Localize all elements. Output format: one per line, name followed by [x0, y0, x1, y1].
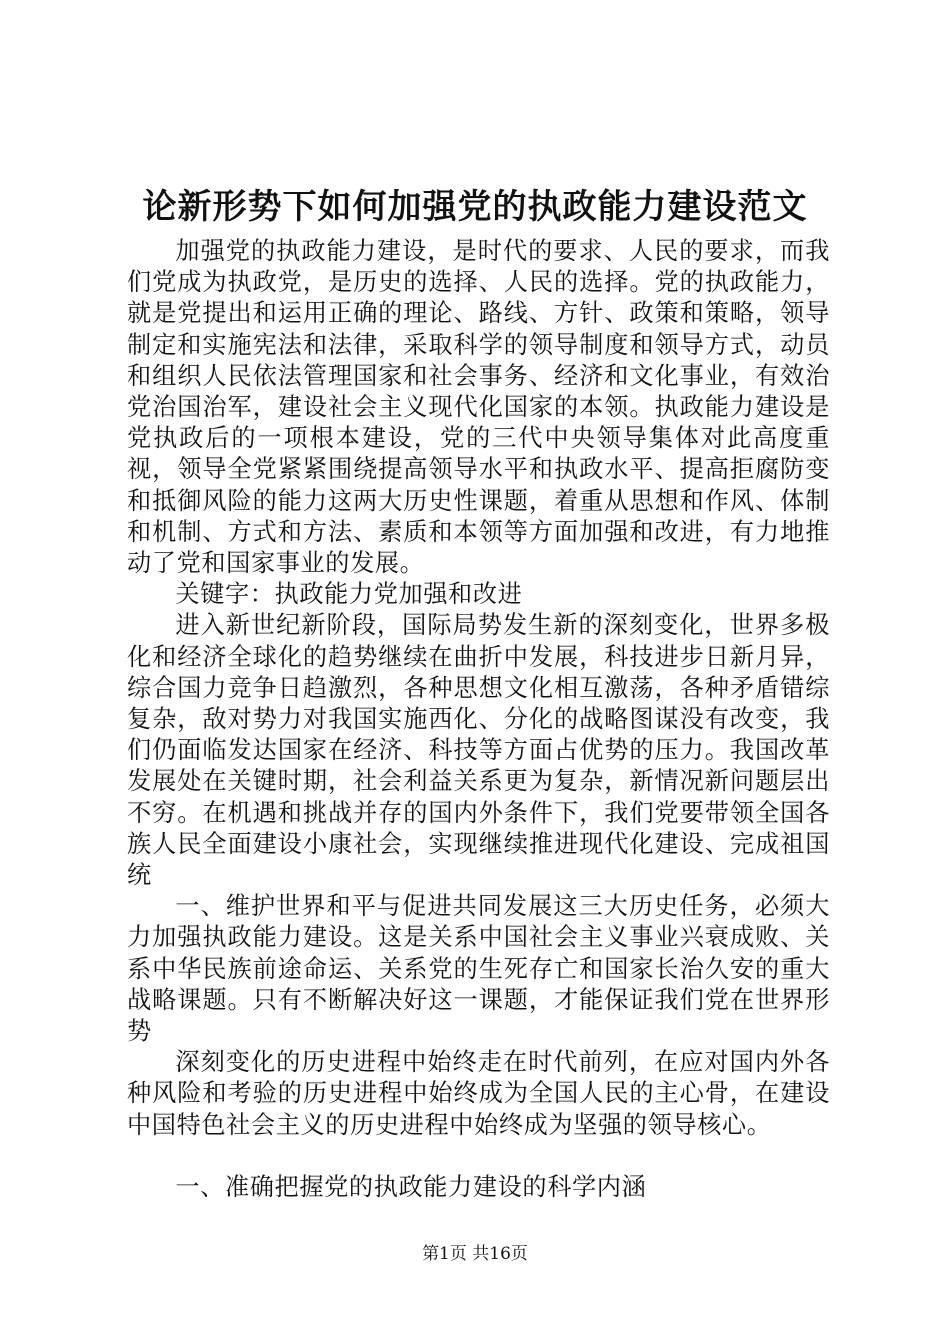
section-heading: 一、准确把握党的执政能力建设的科学内涵 — [175, 1172, 647, 1201]
document-title: 论新形势下如何加强党的执政能力建设范文 — [142, 187, 808, 227]
paragraph-task: 一、维护世界和平与促进共同发展这三大历史任务，必须大力加强执政能力建设。这是关系中国社会主义事业兴衰成败、关系中华民族前途命运、关系党的生死存亡和国家长治久安的重大战略课题。只有不断解决好这一课题，才能保证我们党在世界形势 — [127, 892, 830, 1046]
paragraph-keywords: 关键字：执政能力党加强和改进 — [175, 580, 523, 609]
paragraph-context: 进入新世纪新阶段，国际局势发生新的深刻变化，世界多极化和经济全球化的趋势继续在曲折中发展，科技进步日新月异，综合国力竞争日趋激烈，各种思想文化相互激荡，各种矛盾错综复杂，敌对势力对我国实施西化、分化的战略图谋没有改变，我们仍面临发达国家在经济、科技等方面占优势的压力。我国改革发展处在关键时期，社会利益关系更为复杂，新情况新问题层出不穷。在机遇和挑战并存的国内外条件下，我们党要带领全国各族人民全面建设小康社会，实现继续推进现代化建设、完成祖国统 — [127, 611, 830, 890]
paragraph-history: 深刻变化的历史进程中始终走在时代前列，在应对国内外各种风险和考验的历史进程中始终成为全国人民的主心骨，在建设中国特色社会主义的历史进程中始终成为坚强的领导核心。 — [127, 1048, 830, 1139]
paragraph-intro: 加强党的执政能力建设，是时代的要求、人民的要求，而我们党成为执政党，是历史的选择、人民的选择。党的执政能力，就是党提出和运用正确的理论、路线、方针、政策和策略，领导制定和实施宪法和法律，采取科学的领导制度和领导方式，动员和组织人民依法管理国家和社会事务、经济和文化事业，有效治党治国治军，建设社会主义现代化国家的本领。执政能力建设是党执政后的一项根本建设，党的三代中央领导集体对此高度重视，领导全党紧紧围绕提高领导水平和执政水平、提高拒腐防变和抵御风险的能力这两大历史性课题，着重从思想和作风、体制和机制、方式和方法、素质和本领等方面加强和改进，有力地推动了党和国家事业的发展。 — [127, 237, 830, 578]
document-body — [127, 236, 830, 1203]
page-footer: 第1页 共16页 — [422, 1244, 528, 1264]
